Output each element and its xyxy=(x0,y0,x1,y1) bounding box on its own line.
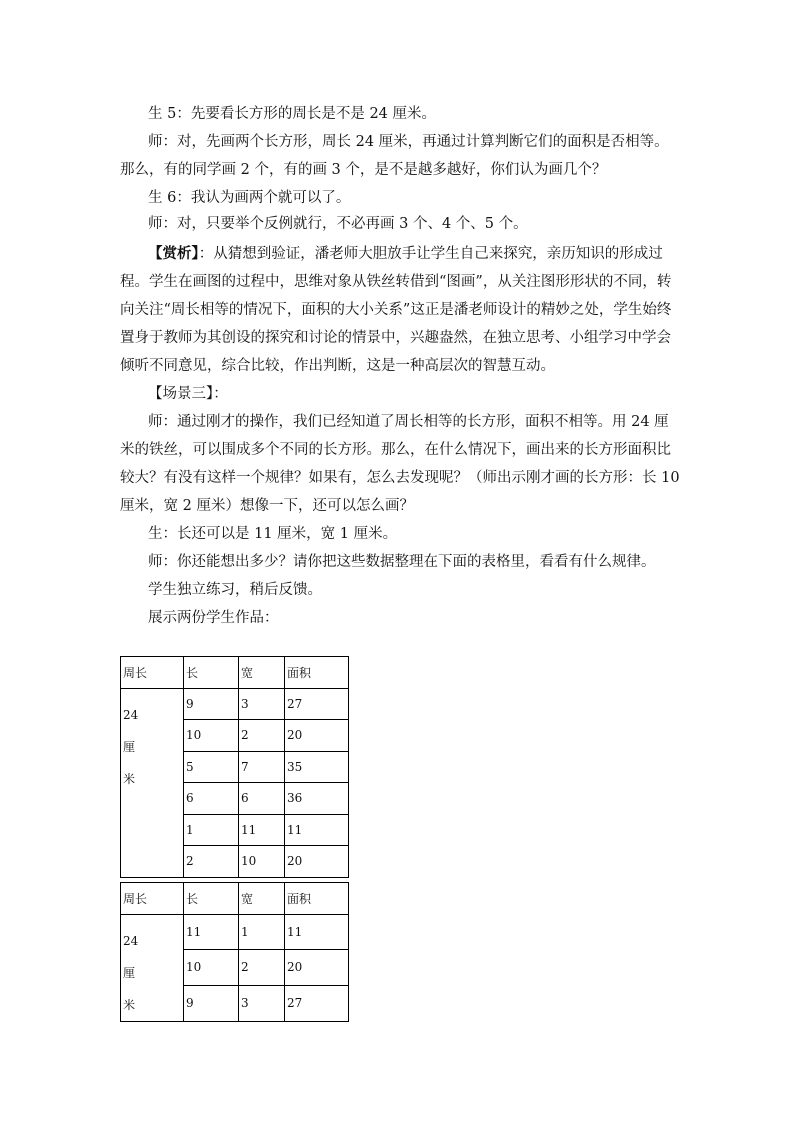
perimeter-cell xyxy=(121,914,184,1021)
length-cell: 10 xyxy=(184,720,239,752)
width-cell: 3 xyxy=(239,985,285,1021)
perimeter-unit-2: 米 xyxy=(123,771,136,786)
student-work-table-2 xyxy=(120,882,349,1022)
width-cell: 2 xyxy=(239,720,285,752)
student-practice: 学生独立练习，稍后反馈。 xyxy=(148,582,322,598)
perimeter-unit-1: 厘 xyxy=(123,739,136,754)
teacher-paragraph-line-4: 厘米，宽 2 厘米）想像一下，还可以怎么画？ xyxy=(120,498,414,514)
length-cell: 6 xyxy=(184,783,239,815)
width-cell: 3 xyxy=(239,688,285,720)
header-length: 长 xyxy=(184,883,239,915)
paragraph-3: 生 6：我认为画两个就可以了。 xyxy=(148,190,351,206)
analysis-paragraph-line-2: 程。学生在画图的过程中，思维对象从铁丝转借到“图画”，从关注图形形状的不同，转 xyxy=(120,274,672,290)
area-cell: 11 xyxy=(285,814,349,846)
perimeter-value: 24 xyxy=(123,933,139,948)
perimeter-unit-1: 厘 xyxy=(123,965,136,980)
analysis-paragraph-line-3: 向关注“周长相等的情况下，面积的大小关系”这正是潘老师设计的精妙之处，学生始终 xyxy=(120,302,672,318)
area-cell: 20 xyxy=(285,720,349,752)
header-perimeter: 周长 xyxy=(121,657,184,689)
analysis-paragraph-line-4: 置身于教师为其创设的探究和讨论的情景中，兴趣盎然，在独立思考、小组学习中学会 xyxy=(120,330,671,346)
table-header-row xyxy=(121,657,349,689)
paragraph-2-cont: 那么，有的同学画 2 个，有的画 3 个，是不是越多越好，你们认为画几个？ xyxy=(120,162,607,178)
length-cell: 9 xyxy=(184,985,239,1021)
table-row xyxy=(121,688,349,720)
area-cell: 36 xyxy=(285,783,349,815)
width-cell: 1 xyxy=(239,914,285,950)
perimeter-cell xyxy=(121,688,184,877)
analysis-paragraph-line-5: 倾听不同意见，综合比较，作出判断，这是一种高层次的智慧互动。 xyxy=(120,358,555,374)
table-row xyxy=(121,914,349,950)
length-cell: 10 xyxy=(184,950,239,986)
header-width: 宽 xyxy=(239,883,285,915)
perimeter-value: 24 xyxy=(123,707,139,722)
area-cell: 20 xyxy=(285,846,349,878)
area-cell: 11 xyxy=(285,914,349,950)
length-cell: 5 xyxy=(184,751,239,783)
area-cell: 27 xyxy=(285,688,349,720)
paragraph-4: 师：对，只要举个反例就行，不必再画 3 个、4 个、5 个。 xyxy=(148,216,528,232)
length-cell: 11 xyxy=(184,914,239,950)
length-cell: 9 xyxy=(184,688,239,720)
header-perimeter: 周长 xyxy=(121,883,184,915)
area-cell: 27 xyxy=(285,985,349,1021)
length-cell: 1 xyxy=(184,814,239,846)
area-cell: 20 xyxy=(285,950,349,986)
analysis-paragraph: 【赏析】：从猜想到验证，潘老师大胆放手让学生自己来探究，亲历知识的形成过 xyxy=(148,245,663,262)
paragraph-1: 生 5：先要看长方形的周长是不是 24 厘米。 xyxy=(148,106,437,122)
width-cell: 11 xyxy=(239,814,285,846)
width-cell: 7 xyxy=(239,751,285,783)
teacher-paragraph-line-2: 米的铁丝，可以围成多个不同的长方形。那么，在什么情况下，画出来的长方形面积比 xyxy=(120,442,671,458)
teacher-paragraph-line-3: 较大？有没有这样一个规律？如果有，怎么去发现呢？（师出示刚才画的长方形：长 10 xyxy=(120,470,680,486)
width-cell: 6 xyxy=(239,783,285,815)
header-area: 面积 xyxy=(285,657,349,689)
show-works: 展示两份学生作品： xyxy=(148,610,279,626)
teacher-question: 师：你还能想出多少？请你把这些数据整理在下面的表格里，看看有什么规律。 xyxy=(148,554,656,570)
perimeter-unit-2: 米 xyxy=(123,997,136,1012)
student-answer: 生：长还可以是 11 厘米，宽 1 厘米。 xyxy=(148,526,398,542)
header-width: 宽 xyxy=(239,657,285,689)
area-cell: 35 xyxy=(285,751,349,783)
header-length: 长 xyxy=(184,657,239,689)
student-work-table-1 xyxy=(120,656,349,878)
width-cell: 2 xyxy=(239,950,285,986)
header-area: 面积 xyxy=(285,883,349,915)
teacher-paragraph: 师：通过刚才的操作，我们已经知道了周长相等的长方形，面积不相等。用 24 厘 xyxy=(148,414,669,430)
length-cell: 2 xyxy=(184,846,239,878)
table-header-row xyxy=(121,883,349,915)
width-cell: 10 xyxy=(239,846,285,878)
paragraph-2: 师：对，先画两个长方形，周长 24 厘米，再通过计算判断它们的面积是否相等。 xyxy=(148,134,669,150)
scene-three-heading: 【场景三】： xyxy=(148,386,228,402)
